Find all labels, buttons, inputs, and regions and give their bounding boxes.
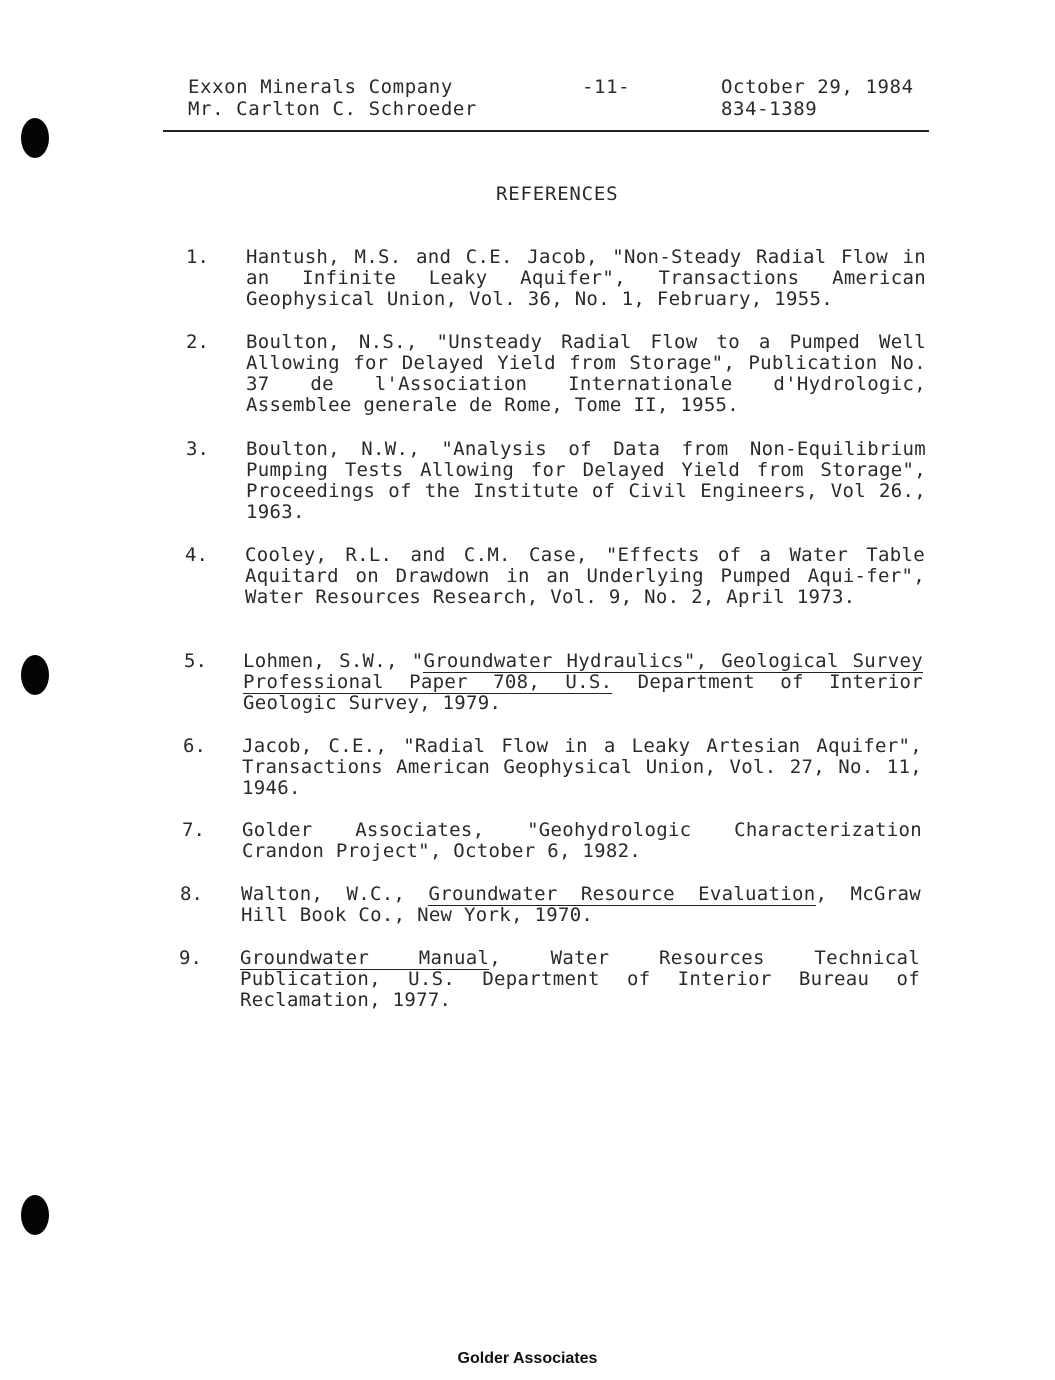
- reference-underlined-title: Groundwater Manual: [240, 947, 490, 969]
- reference-text: [241, 884, 921, 926]
- reference-text-part: Boulton, N.S., "Unsteady Radial Flow to a Pumped Well Allowing for Delayed Yield from Storage", Publication No. 37 de l'Association Internationale d'Hydrologic, Assemblee generale de Rome, Tome II, 1955.: [246, 331, 926, 416]
- reference-number: 6.: [183, 735, 206, 757]
- reference-text: [246, 247, 926, 310]
- reference-text-part: Hantush, M.S. and C.E. Jacob, "Non-Steady Radial Flow in an Infinite Leaky Aquifer", Transactions American Geophysical Union, Vol. 36, No. 1, February, 1955.: [246, 246, 926, 310]
- punch-hole-middle: [21, 655, 49, 695]
- reference-number: 4.: [185, 544, 208, 566]
- reference-number: 3.: [186, 438, 209, 460]
- reference-text-part: Boulton, N.W., "Analysis of Data from Non-Equilibrium Pumping Tests Allowing for Delayed Yield from Storage", Proceedings of the Institute of Civil Engineers, Vol 26., 1963.: [246, 438, 926, 523]
- reference-text-part: , McGraw Hill Book Co., New York, 1970.: [241, 883, 921, 926]
- reference-text: [246, 439, 926, 523]
- reference-text-part: Department of Interior Geologic Survey, 1979.: [243, 671, 923, 714]
- reference-text-part: Walton, W.C.,: [241, 883, 429, 905]
- section-title: REFERENCES: [496, 183, 619, 205]
- reference-text: [242, 820, 922, 862]
- reference-text-part: Jacob, C.E., "Radial Flow in a Leaky Artesian Aquifer", Transactions American Geophysical Union, Vol. 27, No. 11, 1946.: [242, 735, 922, 799]
- punch-hole-bottom: [21, 1195, 49, 1235]
- header-reference-code: 834-1389: [721, 98, 818, 120]
- reference-underlined-title: Groundwater Hydraulics", Geological Survey Professional Paper 708, U.S.: [243, 650, 923, 693]
- reference-text-part: , Water Resources Technical Publication, U.S. Department of Interior Bureau of Reclamation, 1977.: [240, 947, 921, 1011]
- page-number: -11-: [582, 76, 631, 98]
- footer-company: Golder Associates: [457, 1350, 598, 1367]
- reference-number: 9.: [179, 947, 202, 969]
- reference-underlined-title: Groundwater Resource Evaluation: [428, 883, 816, 905]
- header-company: Exxon Minerals Company: [188, 76, 453, 98]
- reference-number: 7.: [182, 819, 205, 841]
- reference-text: [240, 948, 920, 1011]
- reference-text: [246, 332, 926, 416]
- reference-text: [245, 545, 925, 608]
- reference-text-part: Golder Associates, "Geohydrologic Characterization Crandon Project", October 6, 1982.: [242, 819, 922, 862]
- reference-text-part: Lohmen, S.W., ": [243, 650, 424, 672]
- reference-text-part: Cooley, R.L. and C.M. Case, "Effects of a Water Table Aquitard on Drawdown in an Underlying Pumped Aqui-fer", Water Resources Research, Vol. 9, No. 2, April 1973.: [245, 544, 925, 608]
- header-recipient: Mr. Carlton C. Schroeder: [188, 98, 477, 120]
- reference-number: 1.: [186, 246, 209, 268]
- reference-text: [242, 736, 922, 799]
- reference-number: 8.: [180, 883, 203, 905]
- reference-number: 5.: [184, 650, 207, 672]
- header-rule: [163, 130, 929, 132]
- reference-text: [243, 651, 923, 714]
- punch-hole-top: [21, 118, 49, 158]
- reference-number: 2.: [186, 331, 209, 353]
- header-date: October 29, 1984: [721, 76, 914, 98]
